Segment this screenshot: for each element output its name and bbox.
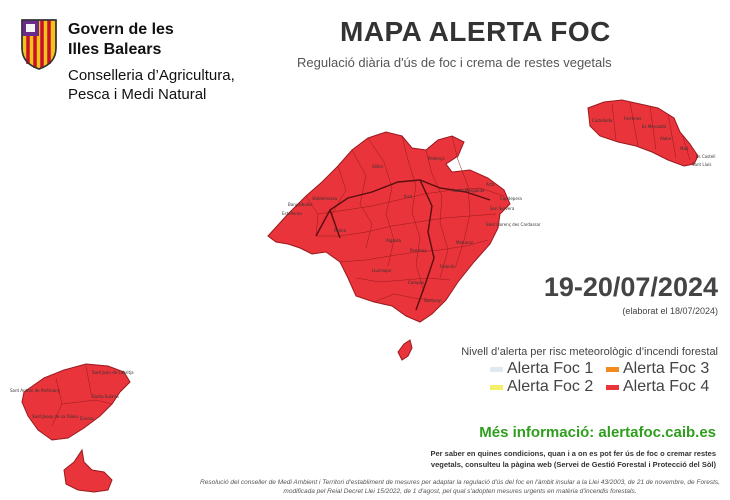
dept-line-2: Pesca i Medi Natural [68, 86, 207, 103]
mallorca-shape [268, 132, 510, 322]
town-llucmajor: Llucmajor [372, 268, 392, 273]
legend-item-alerta-4 [606, 378, 709, 396]
gov-line-2: Illes Balears [68, 41, 162, 58]
town-estellencs: Estellencs [282, 211, 303, 216]
town-ferreries: Ferreries [624, 116, 642, 121]
info-text: Per saber en quines condicions, quan i a on es pot fer ús de foc o cremar restes vegetals, consulteu la pàgina web (Servei de Gestió Forestal i Protecció del Sòl) [430, 449, 716, 469]
dept-line-1: Conselleria d’Agricultura, [68, 67, 235, 84]
ibiza-island [10, 364, 134, 440]
legend-label-alerta-3: Alerta Foc 3 [623, 360, 710, 377]
town-sant-josep: Sant Josep de sa Talaia [32, 414, 78, 419]
swatch-alerta-1 [490, 367, 503, 372]
legend-label-alerta-4: Alerta Foc 4 [623, 378, 710, 395]
page-title: MAPA ALERTA FOC [340, 16, 611, 47]
swatch-alerta-2 [490, 385, 503, 390]
legend-label-alerta-1: Alerta Foc 1 [507, 360, 594, 377]
town-es-castell: Es Castell [696, 154, 716, 159]
legend-item-alerta-3 [606, 360, 709, 378]
town-manacor: Manacor [456, 240, 474, 245]
town-santanyi: Santanyí [424, 298, 442, 303]
alert-date: 19-20/07/2024 [543, 272, 718, 302]
legend-label-alerta-2: Alerta Foc 2 [507, 378, 594, 395]
town-sant-lluis: Sant Lluís [692, 162, 712, 167]
more-info-link[interactable]: Més informació: alertafoc.caib.es [479, 424, 716, 441]
town-palma: Palma [334, 228, 347, 233]
town-santa-eularia: Santa Eulària [92, 394, 119, 399]
town-capdepera: Capdepera [500, 196, 522, 201]
town-campos: Campos [408, 280, 425, 285]
legend-item-alerta-1 [490, 360, 593, 378]
town-porreres: Porreres [410, 248, 427, 253]
town-sant-antoni: Sant Antoni de Portmany [10, 388, 61, 393]
town-es-mercadal: Es Mercadal [642, 124, 667, 129]
town-soller: Sóller [372, 164, 384, 169]
town-ciutadella: Ciutadella [592, 118, 613, 123]
town-santa-margalida: Santa Margalida [452, 188, 485, 193]
elaboration-date: (elaborat el 18/07/2024) [622, 306, 718, 316]
page-subtitle: Regulació diària d'ús de foc i crema de restes vegetals [297, 55, 612, 70]
town-pollenca: Pollença [428, 156, 445, 161]
town-valldemossa: Valldemossa [312, 196, 338, 201]
town-banyalbufar: Banyalbufar [288, 202, 313, 207]
town-sant-joan: Sant Joan de Labritja [92, 370, 134, 375]
legend-item-alerta-2 [490, 378, 593, 396]
town-mao: Maó [680, 146, 689, 151]
mallorca-island [268, 132, 541, 322]
town-felanitx: Felanitx [440, 264, 456, 269]
town-algaida: Algaida [386, 238, 401, 243]
formentera-island [64, 450, 112, 492]
legal-footnote: Resolució del conseller de Medi Ambient i Territori d'establiment de mesures per adaptar la regulació d'ús del foc en l'àmbit insular a la Llei 43/2003, de 21 de novembre, de Forests, modificada pel Reial Decret Llei 15/2022, de 1 d'agost, pel qual s'adopten mesures urgents en matèria d'incendis forestals. [200, 479, 720, 495]
swatch-alerta-4 [606, 385, 619, 390]
menorca-shape [588, 100, 698, 166]
ibiza-shape [22, 364, 130, 440]
swatch-alerta-3 [606, 367, 619, 372]
gov-line-1: Govern de les [68, 21, 174, 38]
menorca-island [588, 100, 715, 167]
town-son-servera: Son Servera [490, 206, 515, 211]
town-inca: Inca [404, 194, 413, 199]
town-alaior: Alaior [660, 136, 672, 141]
cabrera-island [398, 340, 412, 360]
town-eivissa: Eivissa [80, 416, 94, 421]
town-sant-llorenc: Sant Llorenç des Cardassar [486, 222, 541, 227]
town-arta: Artà [486, 182, 495, 187]
legend-title: Nivell d’alerta per risc meteorològic d’incendi forestal [461, 346, 718, 358]
